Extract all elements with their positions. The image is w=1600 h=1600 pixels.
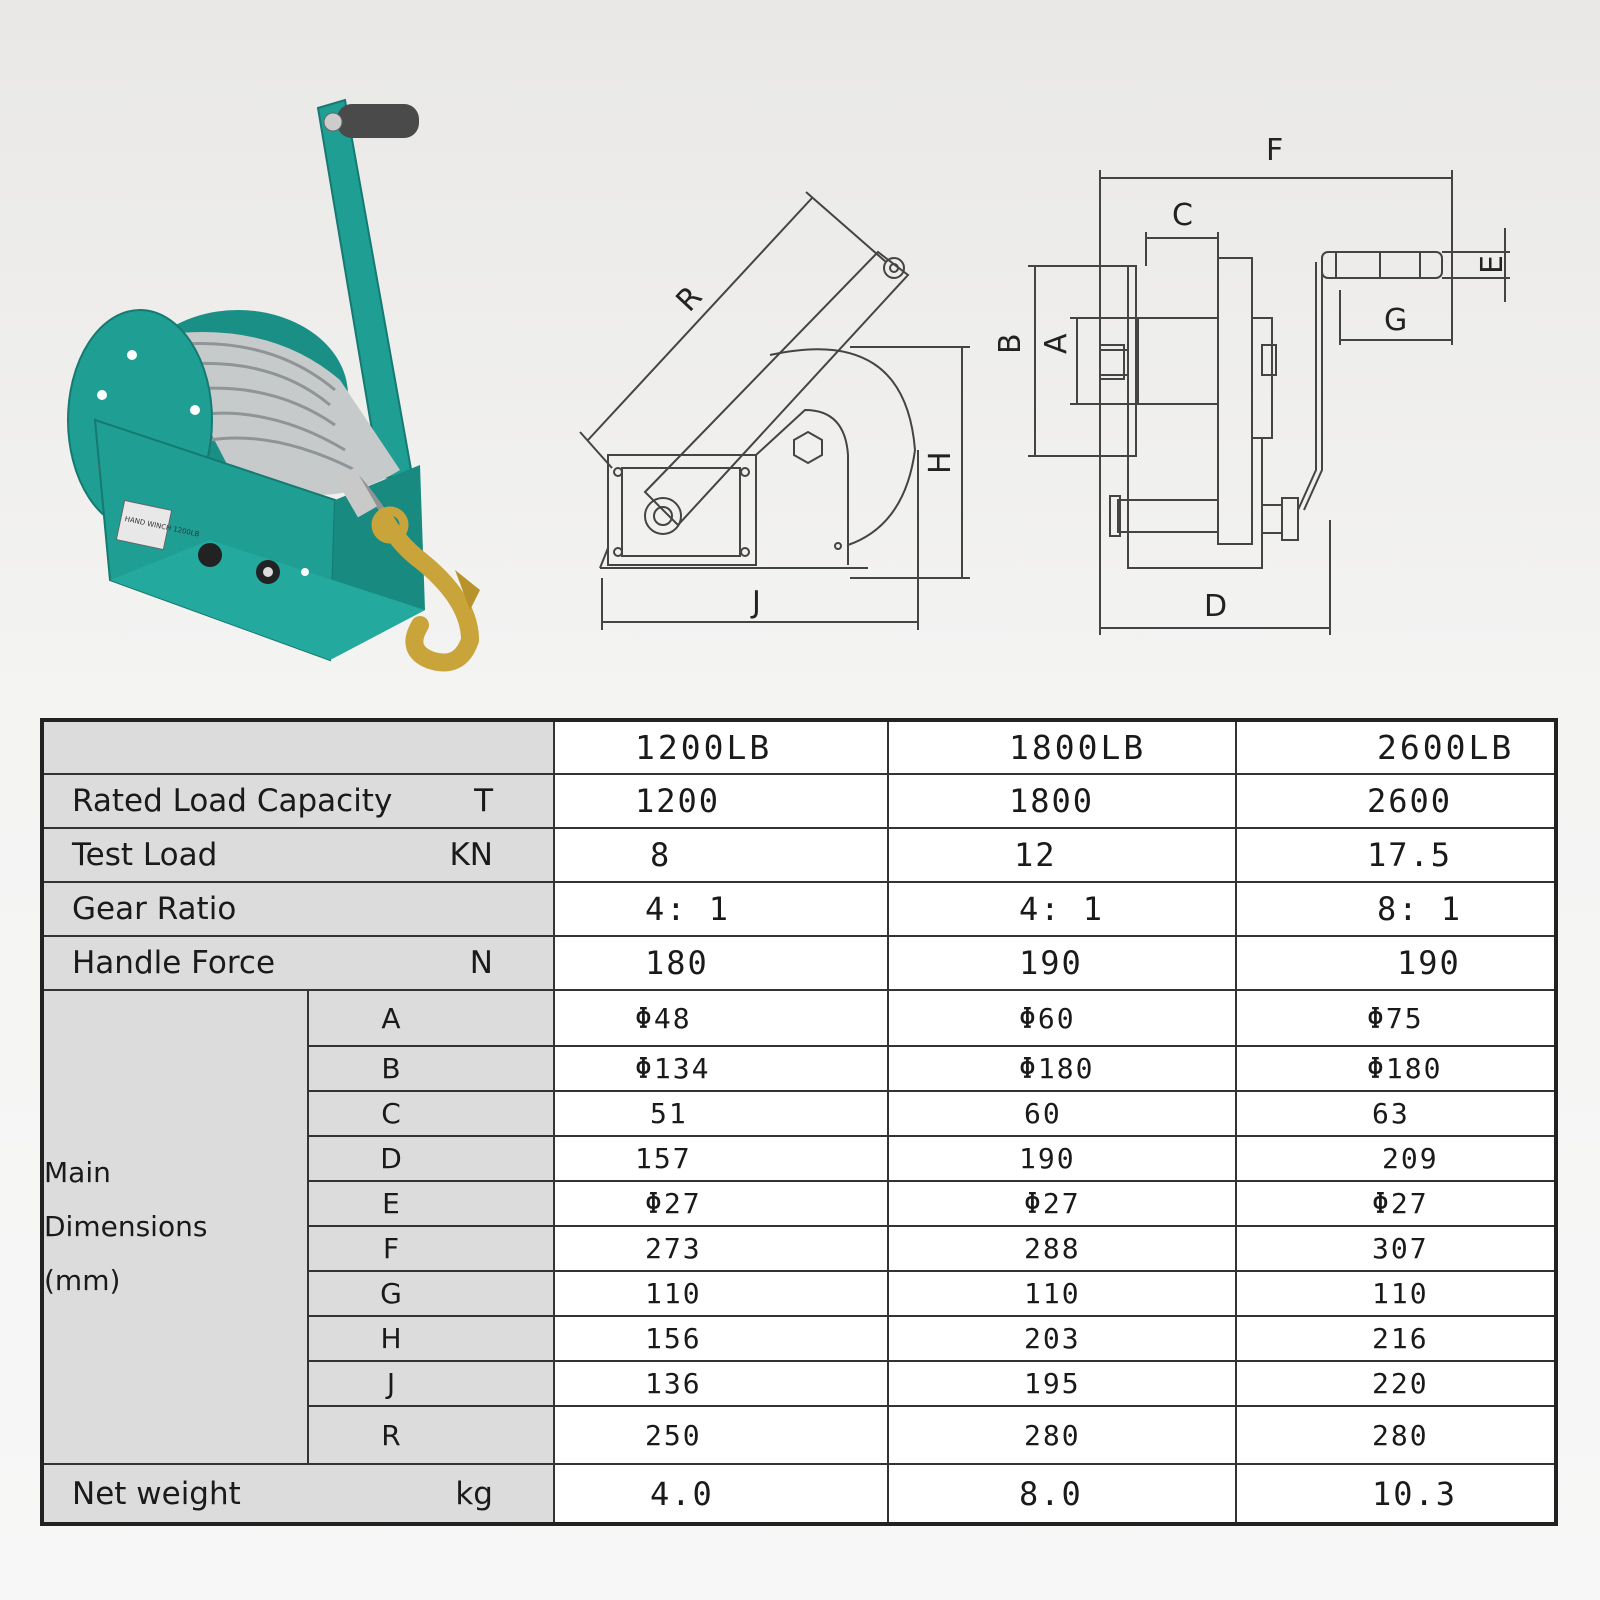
main-dimensions-label: Main Dimensions (mm) [42,990,308,1464]
row-label: Handle Force [72,945,276,981]
cell-value: Φ48 [554,990,888,1046]
cell-value: Φ27 [888,1181,1236,1226]
cell-value: 216 [1236,1316,1556,1361]
cell-value: 273 [554,1226,888,1271]
dimension-letter: F [308,1226,554,1271]
cell-value: 180 [554,936,888,990]
row-label: Gear Ratio [72,891,237,927]
dimension-letter: G [308,1271,554,1316]
cell-value: 110 [554,1271,888,1316]
dimension-row-a [42,990,1556,1046]
dim-label-j: J [752,585,761,620]
cell-value: 307 [1236,1226,1556,1271]
spec-row-handle-force [42,936,1556,990]
cell-value: 157 [554,1136,888,1181]
cell-value: 60 [888,1091,1236,1136]
cell-value: 1800 [888,774,1236,828]
cell-value: 288 [888,1226,1236,1271]
spec-row-test-load [42,828,1556,882]
model-header-row [42,720,1556,774]
cell-value: 4.0 [554,1464,888,1524]
cell-value: Φ180 [888,1046,1236,1091]
header-blank-cell [42,720,554,774]
cell-value: 17.5 [1236,828,1556,882]
cell-value: Φ27 [554,1181,888,1226]
side-view-drawing [580,192,970,630]
cell-value: 4: 1 [888,882,1236,936]
cell-value: 250 [554,1406,888,1464]
cell-value: 10.3 [1236,1464,1556,1524]
cell-value: 4: 1 [554,882,888,936]
cell-value: 220 [1236,1361,1556,1406]
winch-photo [68,100,480,663]
dimension-letter: A [308,990,554,1046]
dimension-letter: J [308,1361,554,1406]
dimension-letter: B [308,1046,554,1091]
cell-value: 156 [554,1316,888,1361]
dim-label-h: H [923,451,958,474]
cell-value: 63 [1236,1091,1556,1136]
cell-value: Φ27 [1236,1181,1556,1226]
cell-value: 2600 [1236,774,1556,828]
dim-label-r: R [669,279,710,319]
front-view-drawing [1028,170,1510,635]
model-header: 1200LB [554,720,888,774]
dimension-letter: C [308,1091,554,1136]
winch-figure [0,0,1600,700]
dimension-letter: D [308,1136,554,1181]
dimension-letter: R [308,1406,554,1464]
row-label: Net weight [72,1475,241,1512]
cell-value: Φ60 [888,990,1236,1046]
product-tag: HAND WINCH 1200LB [124,514,201,539]
dimension-letter: H [308,1316,554,1361]
cell-value: Φ180 [1236,1046,1556,1091]
row-unit: KN [449,837,493,873]
cell-value: 190 [888,936,1236,990]
cell-value: 12 [888,828,1236,882]
row-label: Test Load [72,837,218,873]
cell-value: 280 [1236,1406,1556,1464]
model-header: 2600LB [1236,720,1556,774]
cell-value: 1200 [554,774,888,828]
cell-value: 8: 1 [1236,882,1556,936]
row-unit: N [469,945,493,981]
dim-label-e: E [1475,255,1510,274]
cell-value: 8 [554,828,888,882]
dim-label-c: C [1172,198,1193,233]
cell-value: 136 [554,1361,888,1406]
spec-row-gear-ratio [42,882,1556,936]
cell-value: 203 [888,1316,1236,1361]
spec-row-rated-load [42,774,1556,828]
dim-label-d: D [1204,589,1228,624]
cell-value: 110 [888,1271,1236,1316]
row-label: Rated Load Capacity [72,783,393,819]
cell-value: 51 [554,1091,888,1136]
winch-drawings [0,0,1600,700]
dimension-letter: E [308,1181,554,1226]
dim-label-g: G [1384,303,1408,338]
cell-value: 195 [888,1361,1236,1406]
cell-value: Φ134 [554,1046,888,1091]
cell-value: 190 [1236,936,1556,990]
cell-value: 280 [888,1406,1236,1464]
row-unit: T [474,783,493,819]
dim-label-f: F [1266,133,1284,168]
spec-row-net-weight [42,1464,1556,1524]
model-header: 1800LB [888,720,1236,774]
spec-table [40,718,1558,1526]
cell-value: 8.0 [888,1464,1236,1524]
cell-value: 209 [1236,1136,1556,1181]
cell-value: 110 [1236,1271,1556,1316]
row-unit: kg [455,1475,493,1512]
cell-value: Φ75 [1236,990,1556,1046]
dim-label-b: B [993,333,1028,354]
cell-value: 190 [888,1136,1236,1181]
dim-label-a: A [1039,333,1074,354]
